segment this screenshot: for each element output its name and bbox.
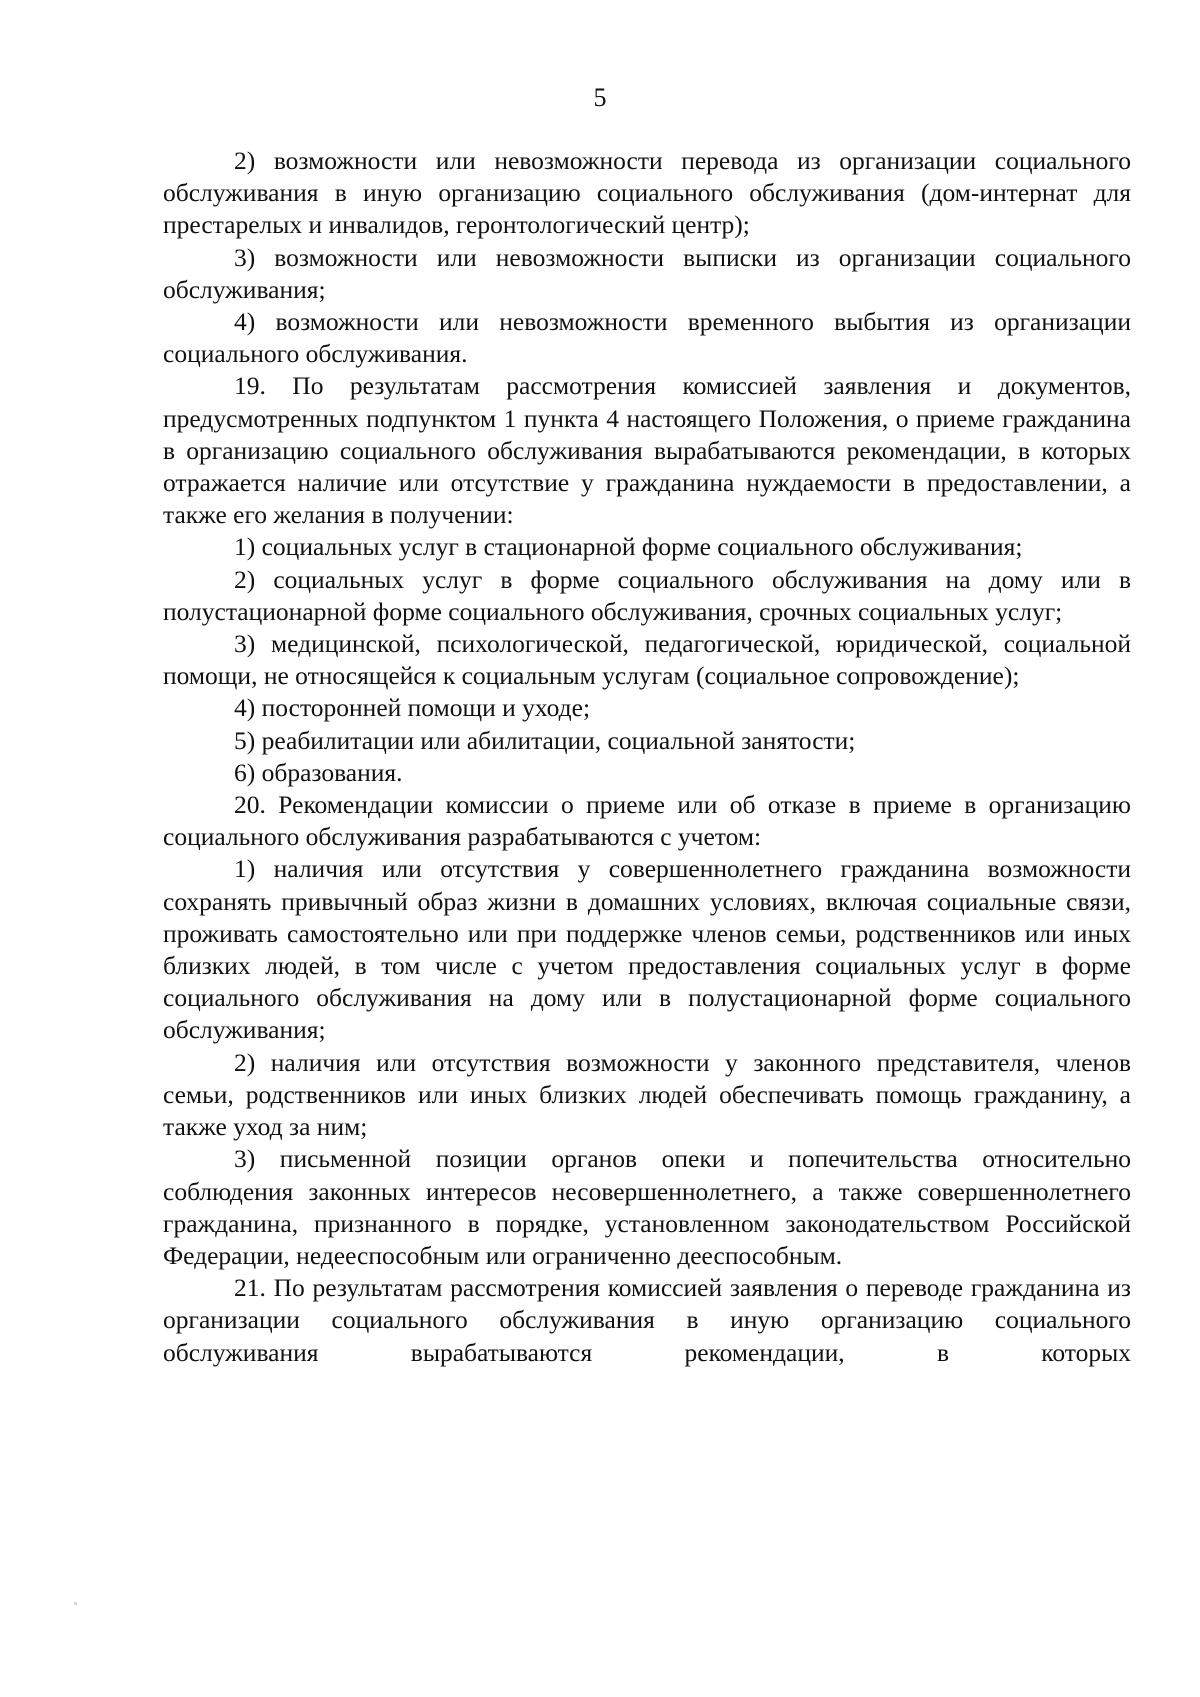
paragraph-clause-20: 20. Рекомендации комиссии о приеме или об отказе в приеме в организацию социального обслуживания разрабатываются с учетом: — [163, 790, 1131, 852]
paragraph-item-2-transfer: 2) возможности или невозможности перевода из организации социального обслуживания в иную организацию социального обслуживания (дом-интернат для престарелых и инвалидов, геронтологический центр); — [163, 146, 1131, 240]
page-number: 5 — [593, 83, 607, 112]
scan-artifact — [74, 1602, 77, 1605]
paragraph-item-3-discharge: 3) возможности или невозможности выписки из организации социального обслуживания; — [163, 242, 1131, 304]
paragraph-clause-19-item-4: 4) посторонней помощи и уходе; — [234, 693, 591, 723]
paragraph-clause-21: 21. По результатам рассмотрения комиссией заявления о переводе гражданина из организации социального обслуживания в иную организацию социального обслуживания вырабатываются рекомендации, в которых — [163, 1273, 1131, 1367]
paragraph-clause-19-item-5: 5) реабилитации или абилитации, социальной занятости; — [234, 725, 856, 755]
paragraph-clause-19-item-6: 6) образования. — [234, 757, 403, 787]
paragraph-clause-20-item-1: 1) наличия или отсутствия у совершеннолетнего гражданина возможности сохранять привычный образ жизни в домашних условиях, включая социальные связи, проживать самостоятельно или при поддержке членов семьи, родственников или иных близких людей, в том числе с учетом предоставления социальных услуг в форме социального обслуживания на дому или в полустационарной форме социального обслуживания; — [163, 854, 1131, 1045]
paragraph-clause-19: 19. По результатам рассмотрения комиссией заявления и документов, предусмотренных подпунктом 1 пункта 4 настоящего Положения, о приеме гражданина в организацию социального обслуживания вырабатываются рекомендации, в которых отражается наличие или отсутствие у гражданина нуждаемости в предоставлении, а также его желания в получении: — [163, 371, 1131, 530]
paragraph-clause-19-item-3: 3) медицинской, психологической, педагогической, юридической, социальной помощи, не относящейся к социальным услугам (социальное сопровождение); — [163, 629, 1131, 691]
paragraph-clause-20-item-3: 3) письменной позиции органов опеки и попечительства относительно соблюдения законных интересов несовершеннолетнего, а также совершеннолетнего гражданина, признанного в порядке, установленном законодательством Российской Федерации, недееспособным или ограниченно дееспособным. — [163, 1144, 1131, 1270]
paragraph-clause-20-item-2: 2) наличия или отсутствия возможности у законного представителя, членов семьи, родственников или иных близких людей обеспечивать помощь гражданину, а также уход за ним; — [163, 1047, 1131, 1142]
paragraph-item-4-temporary-leave: 4) возможности или невозможности временного выбытия из организации социального обслуживания. — [163, 307, 1131, 369]
paragraph-clause-19-item-2: 2) социальных услуг в форме социального обслуживания на дому или в полустационарной форме социального обслуживания, срочных социальных услуг; — [163, 564, 1131, 626]
paragraph-clause-19-item-1: 1) социальных услуг в стационарной форме социального обслуживания; — [234, 532, 1023, 562]
document-body — [163, 145, 1131, 1369]
